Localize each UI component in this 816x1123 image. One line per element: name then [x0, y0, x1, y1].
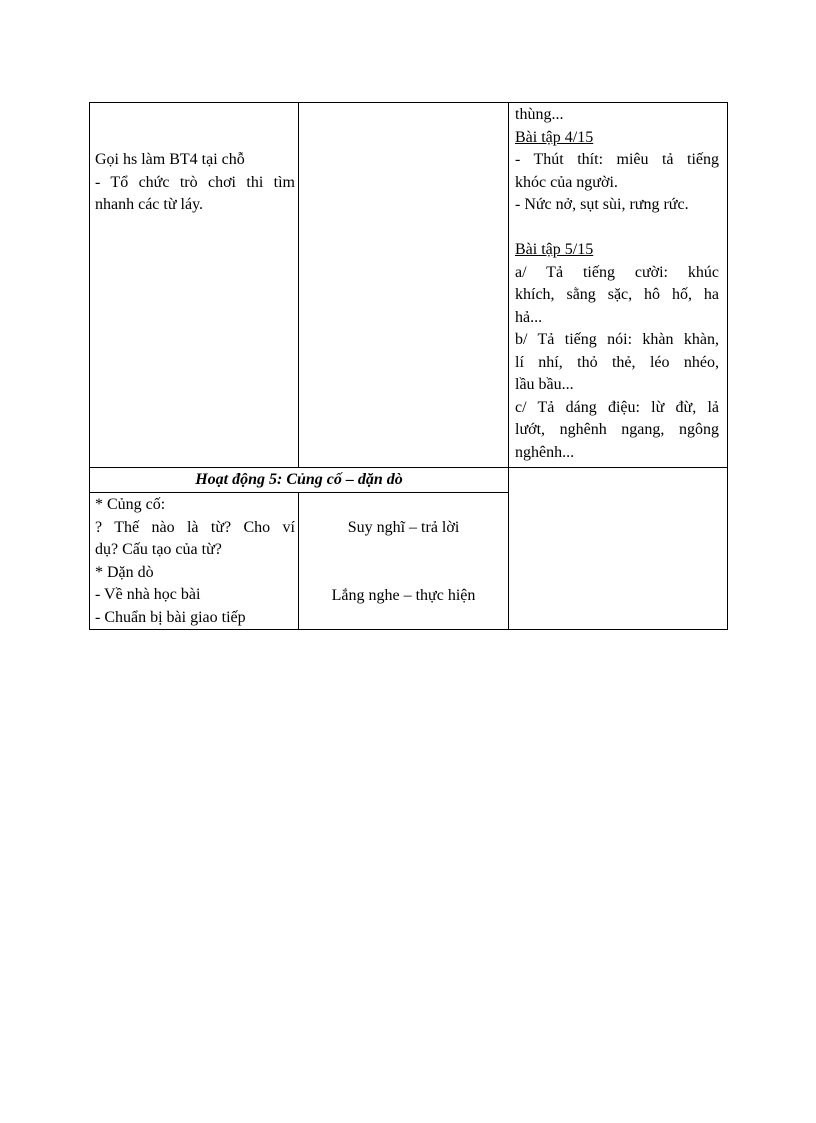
column-divider-1 — [298, 102, 299, 468]
exercise-5-c-line-3: nghênh... — [515, 443, 575, 461]
question-line-2: dụ? Cấu tạo của từ? — [95, 541, 222, 558]
exercise-4-title: Bài tập 4/15 — [515, 128, 594, 146]
exercise-4-line-3: - Nức nở, sụt sùi, rưng rức. — [515, 196, 689, 213]
homework-line-2: - Chuẩn bị bài giao tiếp — [95, 608, 246, 626]
exercise-4-line-2: khóc của người. — [515, 173, 618, 191]
exercise-5-title: Bài tập 5/15 — [515, 241, 594, 258]
activity-5-teacher-cell — [95, 494, 295, 629]
row-divider-1 — [89, 467, 728, 468]
teacher-line-3: nhanh các từ láy. — [95, 196, 204, 213]
exercise-5-a-line-1: a/ Tả tiếng cười: khúc — [515, 263, 719, 281]
question-line-1: ? Thế nào là từ? Cho ví — [95, 518, 295, 536]
exercise-5-b-line-1: b/ Tả tiếng nói: khàn khàn, — [515, 331, 719, 348]
exercise-5-c-line-2: lướt, nghênh ngang, ngông — [515, 421, 719, 438]
student-response-2: Lắng nghe – thực hiện — [331, 587, 476, 604]
exercise-5-a-line-2: khích, sằng sặc, hô hố, ha — [515, 286, 719, 303]
row-divider-2 — [89, 492, 509, 493]
student-response-1: Suy nghĩ – trả lời — [347, 519, 460, 536]
activity-5-heading: Hoạt động 5: Củng cố – dặn dò — [195, 471, 403, 488]
content-continued: thùng... — [515, 106, 564, 123]
exercise-4-line-1: - Thút thít: miêu tả tiếng — [515, 151, 719, 168]
homework-label: * Dặn dò — [95, 563, 154, 581]
exercise-5-a-line-3: hả... — [515, 308, 543, 326]
homework-line-1: - Về nhà học bài — [95, 586, 201, 603]
teacher-activity-cell — [95, 149, 295, 217]
teacher-line-2: - Tổ chức trò chơi thi tìm — [95, 173, 295, 191]
exercise-5-b-line-3: lầu bầu... — [515, 376, 574, 393]
exercise-5-b-line-2: lí nhí, thỏ thẻ, léo nhéo, — [515, 353, 719, 371]
exercise-5-c-line-1: c/ Tả dáng điệu: lừ đừ, lả — [515, 398, 719, 416]
teacher-line-1: Gọi hs làm BT4 tại chỗ — [95, 151, 245, 168]
spacer — [515, 217, 719, 240]
column-divider-2 — [508, 102, 509, 630]
consolidation-label: * Củng cố: — [95, 496, 166, 513]
content-cell — [515, 104, 719, 464]
column-divider-3 — [298, 492, 299, 630]
